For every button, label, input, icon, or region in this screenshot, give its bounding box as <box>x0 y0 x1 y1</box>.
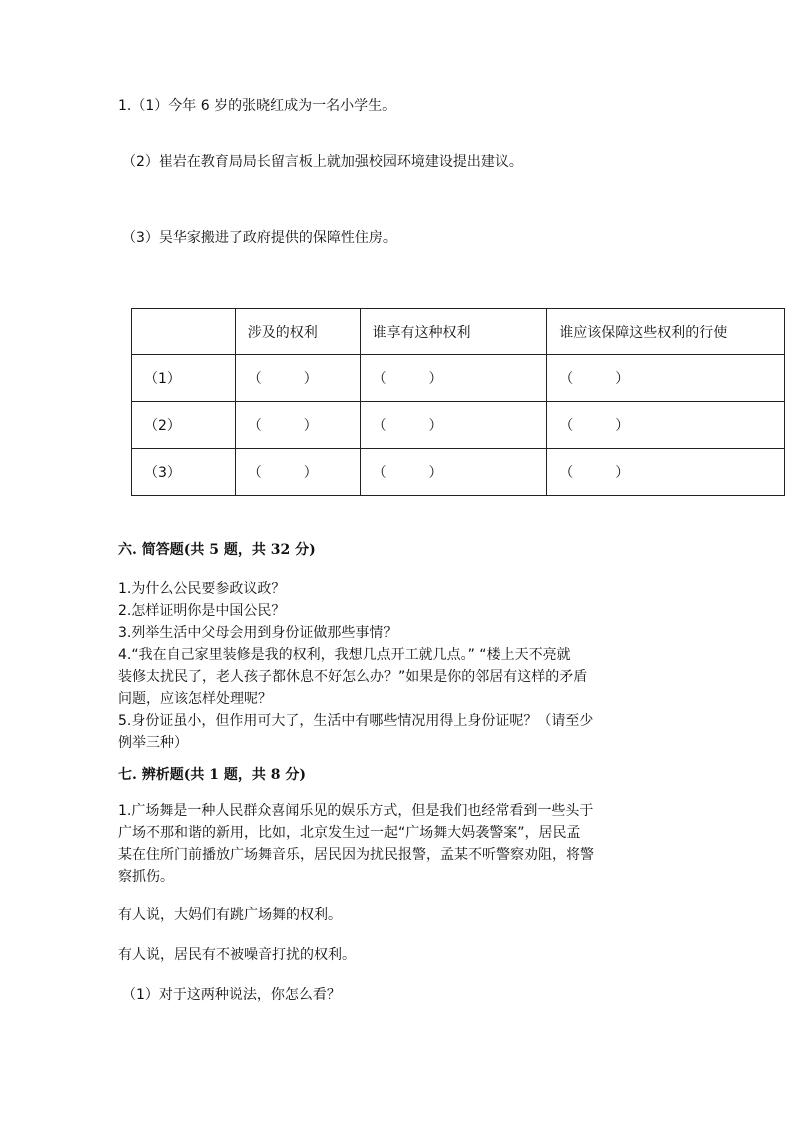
table-cell: （1） <box>132 355 236 402</box>
table-header-cell <box>132 309 236 355</box>
short-answer-line: 5.身份证虽小，但作用可大了，生活中有哪些情况用得上身份证呢？（请至少 <box>118 713 594 729</box>
table-answer-blank: （ ） <box>547 355 785 402</box>
table-row <box>132 355 785 402</box>
short-answer-line: 问题，应该怎样处理呢？ <box>118 691 272 707</box>
sub-question: （1）对于这两种说法，你怎么看？ <box>122 987 341 1003</box>
paragraph-line: 1.广场舞是一种人民群众喜闻乐见的娱乐方式，但是我们也经常看到一些头于 <box>118 803 594 819</box>
table-answer-blank: （ ） <box>235 402 360 449</box>
paragraph-line: 察抓伤。 <box>118 869 174 885</box>
short-answer-line: 装修太扰民了，老人孩子都休息不好怎么办？”如果是你的邻居有这样的矛盾 <box>118 669 588 685</box>
section-6-heading: 六. 简答题(共 5 题，共 32 分) <box>118 542 316 558</box>
table-row <box>132 449 785 496</box>
paragraph-line: 广场不那和谐的新用，比如，北京发生过一起“广场舞大妈袭警案”，居民孟 <box>118 825 581 841</box>
question-1-text: 1.（1）今年 6 岁的张晓红成为一名小学生。 <box>118 98 397 114</box>
section-6-questions <box>118 578 678 754</box>
table-cell: （2） <box>132 402 236 449</box>
section-7-paragraph <box>118 800 678 888</box>
table-row <box>132 402 785 449</box>
short-answer-line: 4.“我在自己家里装修是我的权利，我想几点开工就几点。” “楼上天不亮就 <box>118 647 571 663</box>
short-answer-line: 例举三种） <box>118 735 188 751</box>
table-answer-blank: （ ） <box>360 355 547 402</box>
short-answer-line: 1.为什么公民要参政议政？ <box>118 581 286 597</box>
question-3-text: （3）吴华家搬进了政府提供的保障性住房。 <box>122 230 397 246</box>
table-answer-blank: （ ） <box>547 402 785 449</box>
table-header-cell: 涉及的权利 <box>235 309 360 355</box>
rights-table <box>131 308 785 496</box>
table-cell: （3） <box>132 449 236 496</box>
viewpoint-1: 有人说，大妈们有跳广场舞的权利。 <box>118 907 342 923</box>
table-header-row <box>132 309 785 355</box>
question-2-text: （2）崔岩在教育局局长留言板上就加强校园环境建设提出建议。 <box>122 154 523 170</box>
short-answer-line: 2.怎样证明你是中国公民？ <box>118 603 286 619</box>
paragraph-line: 某在住所门前播放广场舞音乐，居民因为扰民报警，孟某不听警察劝阻，将警 <box>118 847 594 863</box>
short-answer-line: 3.列举生活中父母会用到身份证做那些事情？ <box>118 625 398 641</box>
table-header-cell: 谁应该保障这些权利的行使 <box>547 309 785 355</box>
section-7-heading: 七. 辨析题(共 1 题，共 8 分) <box>118 767 306 783</box>
table-answer-blank: （ ） <box>360 402 547 449</box>
table-answer-blank: （ ） <box>360 449 547 496</box>
table-answer-blank: （ ） <box>235 355 360 402</box>
table-answer-blank: （ ） <box>547 449 785 496</box>
viewpoint-2: 有人说，居民有不被噪音打扰的权利。 <box>118 947 356 963</box>
table-answer-blank: （ ） <box>235 449 360 496</box>
table-header-cell: 谁享有这种权利 <box>360 309 547 355</box>
